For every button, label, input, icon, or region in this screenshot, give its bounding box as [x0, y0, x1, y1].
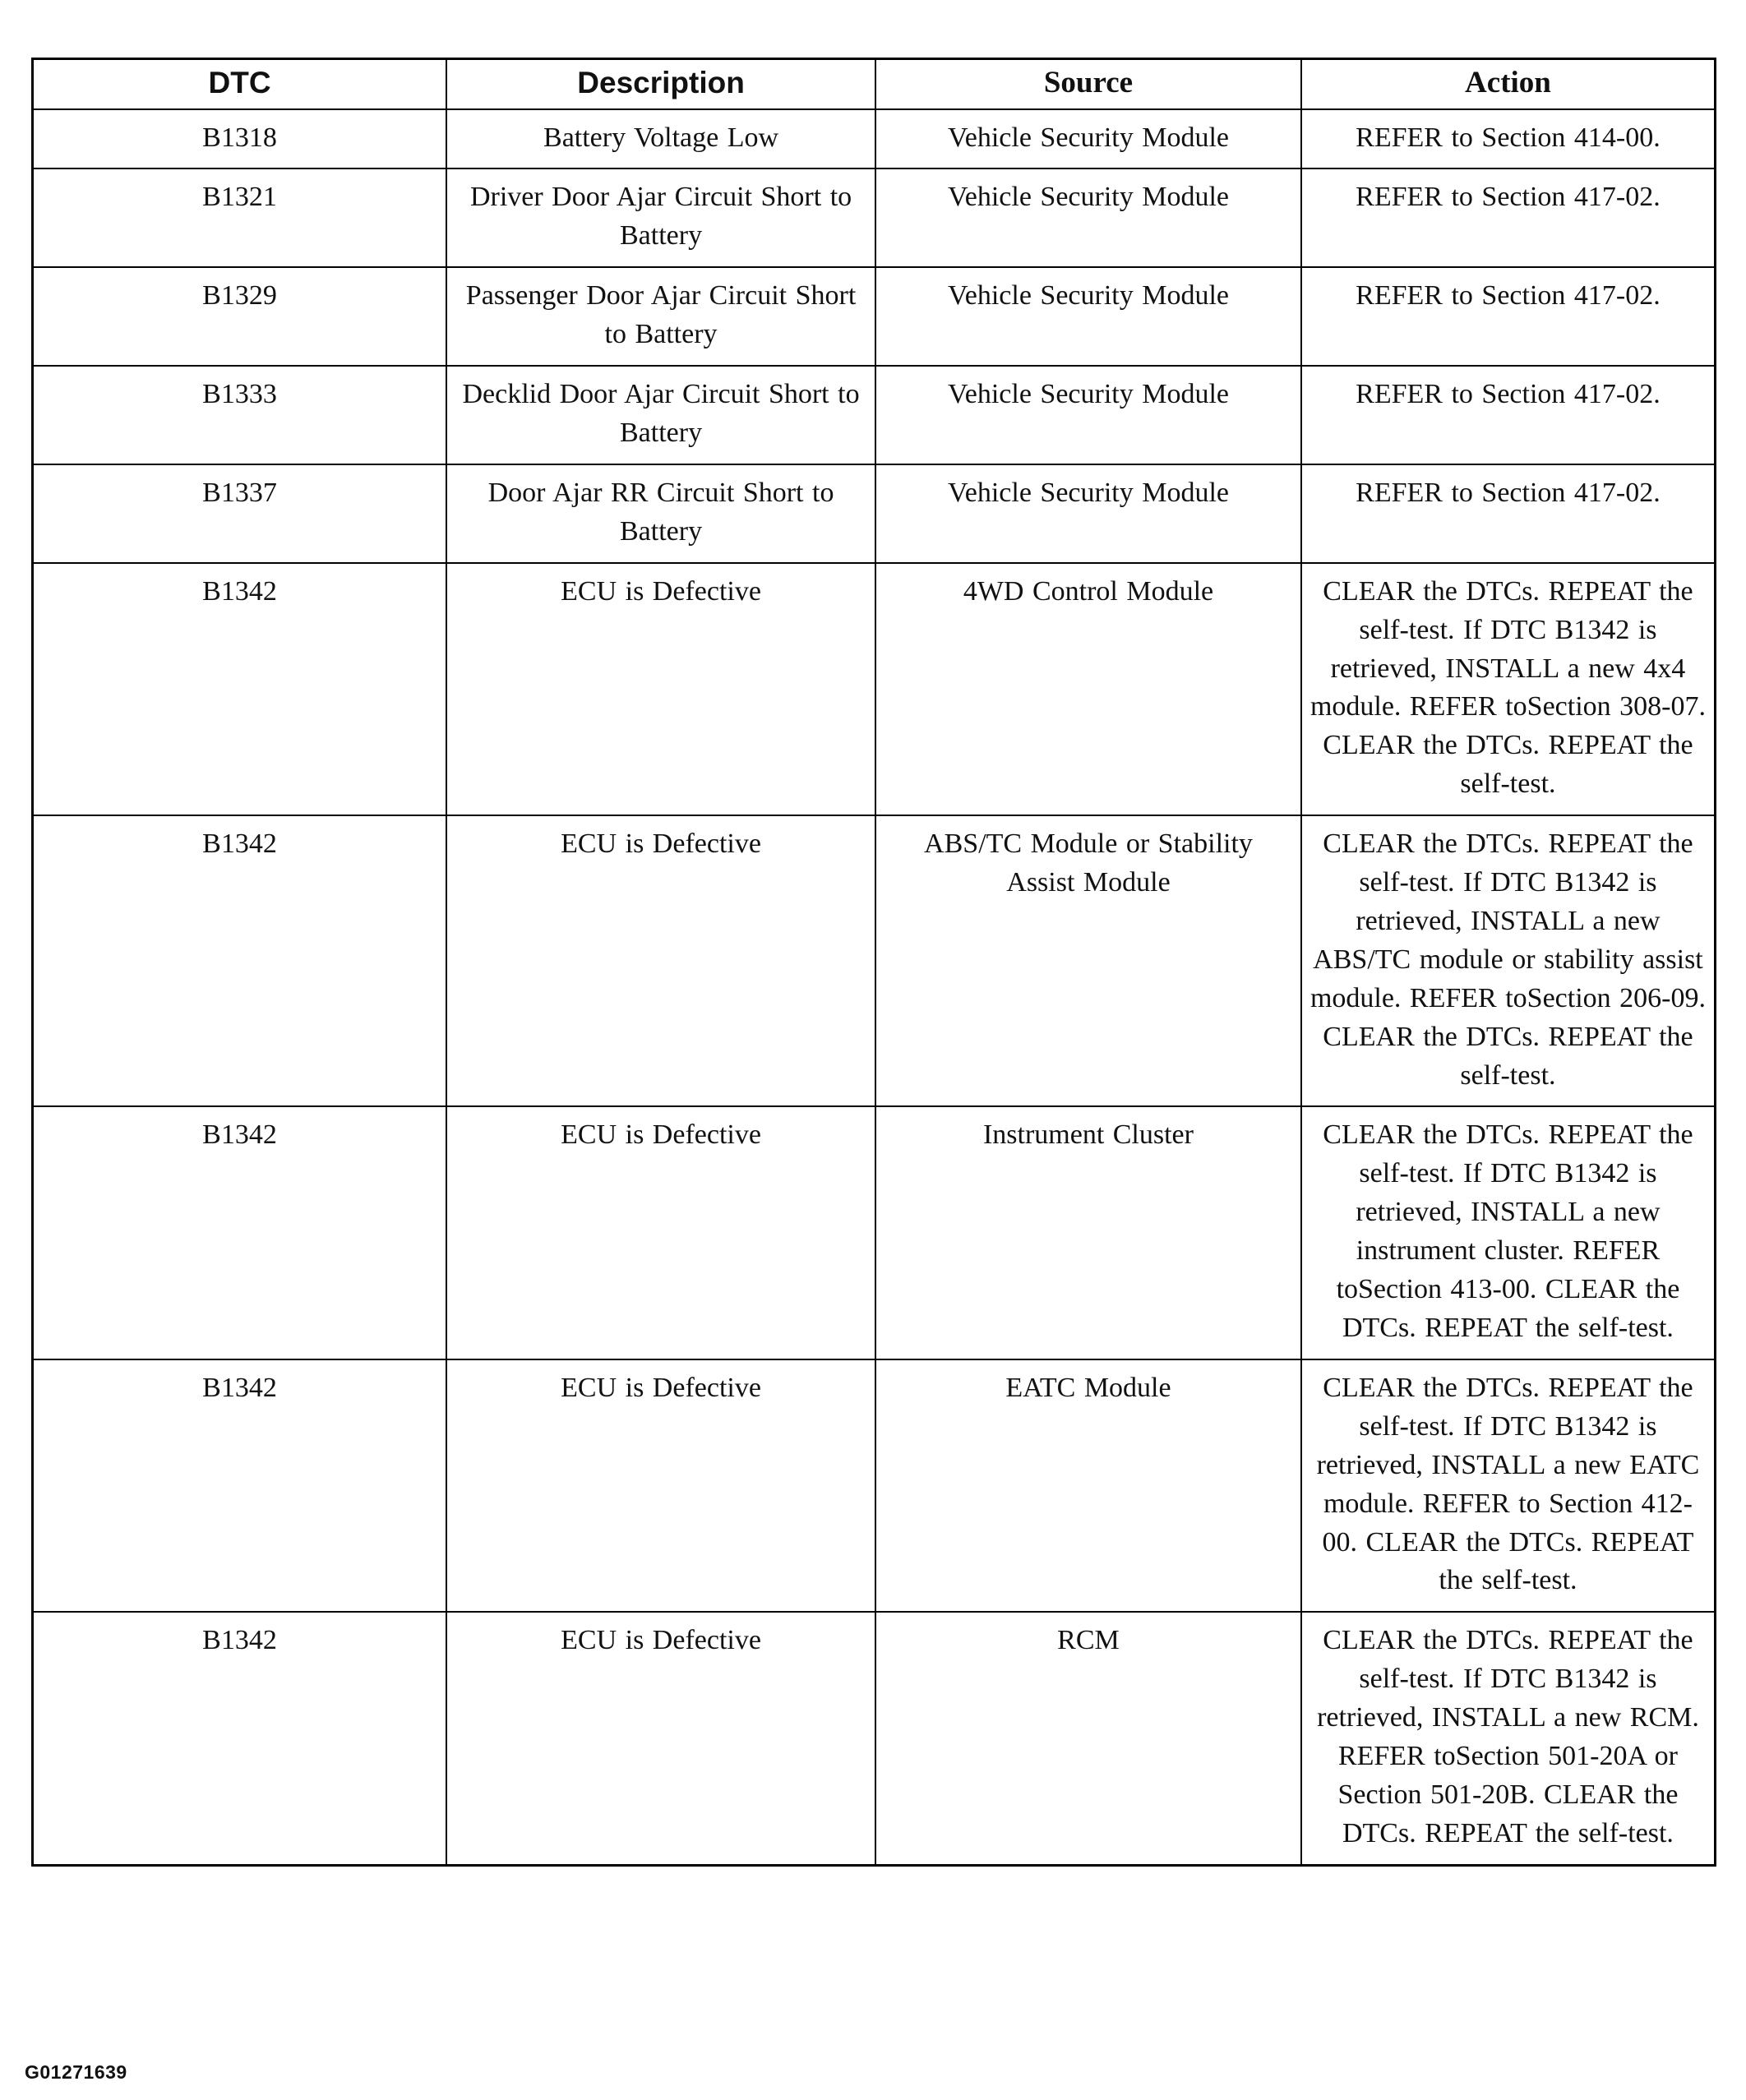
cell-source: Vehicle Security Module [875, 464, 1301, 563]
cell-dtc: B1333 [33, 366, 447, 464]
cell-source: Vehicle Security Module [875, 366, 1301, 464]
cell-description: Door Ajar RR Circuit Short to Battery [446, 464, 875, 563]
cell-dtc: B1342 [33, 1359, 447, 1612]
cell-source: EATC Module [875, 1359, 1301, 1612]
table-row [33, 366, 1716, 464]
cell-description: Driver Door Ajar Circuit Short to Battery [446, 168, 875, 267]
cell-action: REFER to Section 417-02. [1301, 464, 1716, 563]
cell-description: ECU is Defective [446, 1359, 875, 1612]
figure-id-label: G01271639 [25, 2061, 127, 2083]
table-header-description: Description [446, 59, 875, 109]
cell-dtc: B1321 [33, 168, 447, 267]
cell-action: CLEAR the DTCs. REPEAT the self-test. If DTC B1342 is retrieved, INSTALL a new 4x4 module. REFER toSection 308-07. CLEAR the DTCs. REPEAT the self-test. [1301, 563, 1716, 815]
table-row [33, 109, 1716, 169]
cell-source: 4WD Control Module [875, 563, 1301, 815]
table-row [33, 563, 1716, 815]
cell-action: CLEAR the DTCs. REPEAT the self-test. If DTC B1342 is retrieved, INSTALL a new ABS/TC module or stability assist module. REFER toSection 206-09. CLEAR the DTCs. REPEAT the self-test. [1301, 815, 1716, 1106]
cell-dtc: B1342 [33, 815, 447, 1106]
cell-dtc: B1342 [33, 1612, 447, 1865]
cell-action: REFER to Section 417-02. [1301, 366, 1716, 464]
table-row [33, 1612, 1716, 1865]
table-row [33, 1359, 1716, 1612]
table-row [33, 815, 1716, 1106]
dtc-table [31, 58, 1716, 1867]
cell-description: ECU is Defective [446, 815, 875, 1106]
cell-action: CLEAR the DTCs. REPEAT the self-test. If DTC B1342 is retrieved, INSTALL a new instrument cluster. REFER toSection 413-00. CLEAR the DTCs. REPEAT the self-test. [1301, 1106, 1716, 1359]
table-header-source: Source [875, 59, 1301, 109]
table-row [33, 267, 1716, 366]
cell-description: Decklid Door Ajar Circuit Short to Battery [446, 366, 875, 464]
cell-source: Instrument Cluster [875, 1106, 1301, 1359]
cell-action: REFER to Section 417-02. [1301, 267, 1716, 366]
cell-source: Vehicle Security Module [875, 168, 1301, 267]
cell-dtc: B1342 [33, 1106, 447, 1359]
cell-dtc: B1318 [33, 109, 447, 169]
cell-source: Vehicle Security Module [875, 109, 1301, 169]
table-row [33, 1106, 1716, 1359]
cell-description: ECU is Defective [446, 563, 875, 815]
cell-source: Vehicle Security Module [875, 267, 1301, 366]
cell-description: ECU is Defective [446, 1612, 875, 1865]
cell-dtc: B1342 [33, 563, 447, 815]
cell-description: ECU is Defective [446, 1106, 875, 1359]
cell-dtc: B1337 [33, 464, 447, 563]
table-header-row [33, 59, 1716, 109]
cell-action: CLEAR the DTCs. REPEAT the self-test. If DTC B1342 is retrieved, INSTALL a new EATC module. REFER to Section 412-00. CLEAR the DTCs. REPEAT the self-test. [1301, 1359, 1716, 1612]
cell-source: RCM [875, 1612, 1301, 1865]
cell-dtc: B1329 [33, 267, 447, 366]
table-header-action: Action [1301, 59, 1716, 109]
cell-action: CLEAR the DTCs. REPEAT the self-test. If DTC B1342 is retrieved, INSTALL a new RCM. REFER toSection 501-20A or Section 501-20B. CLEAR the DTCs. REPEAT the self-test. [1301, 1612, 1716, 1865]
cell-source: ABS/TC Module or Stability Assist Module [875, 815, 1301, 1106]
cell-action: REFER to Section 414-00. [1301, 109, 1716, 169]
cell-description: Passenger Door Ajar Circuit Short to Battery [446, 267, 875, 366]
cell-description: Battery Voltage Low [446, 109, 875, 169]
table-header-dtc: DTC [33, 59, 447, 109]
table-row [33, 168, 1716, 267]
cell-action: REFER to Section 417-02. [1301, 168, 1716, 267]
table-row [33, 464, 1716, 563]
